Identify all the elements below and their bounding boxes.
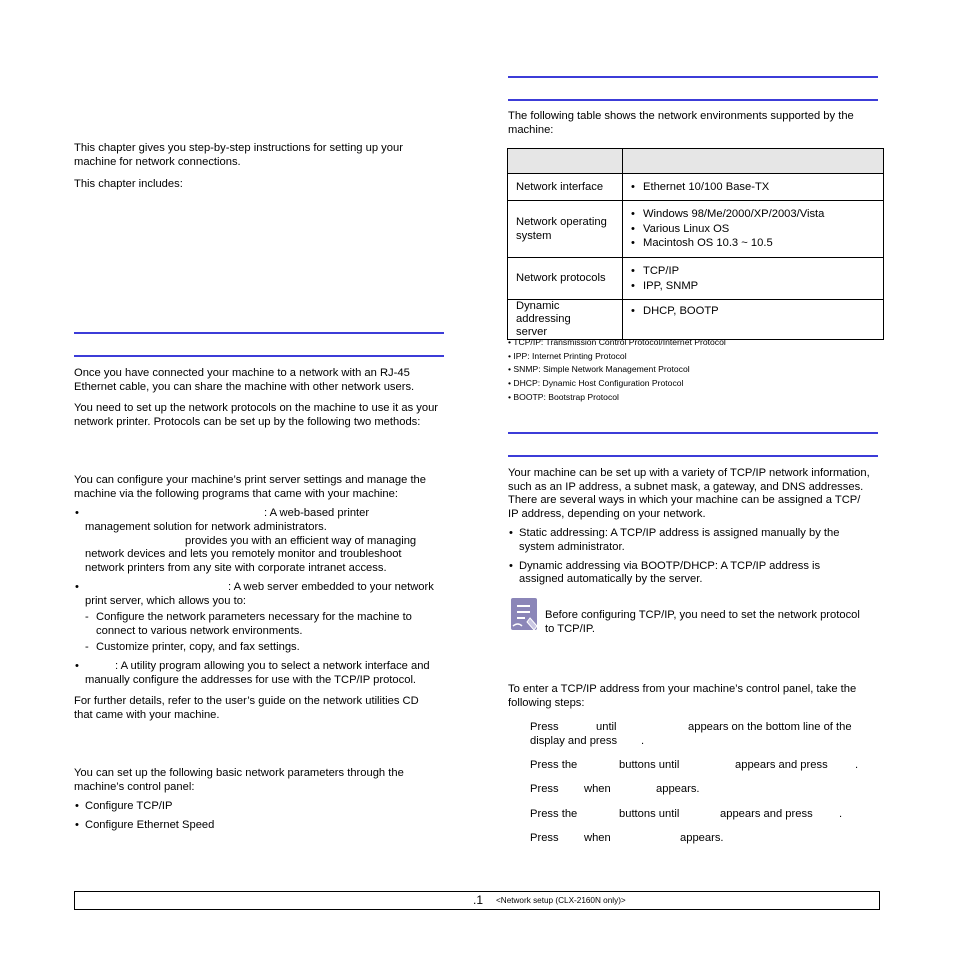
step-text: . [641,735,645,747]
bullet: • [509,560,513,572]
section-rule [74,332,444,334]
table-label-cell [508,174,623,201]
step-text: when [584,783,611,795]
list-item-text: system administrator. [519,541,625,553]
list-item-text: network printers from any site with corporate intranet access. [85,562,387,574]
abbreviation-note: • SNMP: Simple Network Management Protocol [508,364,690,374]
table-value-item: • Ethernet 10/100 Base-TX [631,180,875,194]
step-text: appears and press [720,808,813,820]
bullet: • [75,819,79,831]
list-item-text: Static addressing: A TCP/IP address is assigned manually by the [519,527,840,539]
table-value-item: • DHCP, BOOTP [631,304,875,318]
network-environment-table [507,148,884,340]
section-rule [508,455,878,457]
dash-marker: - [85,611,89,623]
body-text: machine’s control panel: [74,781,195,793]
body-text: For further details, refer to the user’s guide on the network utilities CD [74,695,419,707]
abbreviation-note: • BOOTP: Bootstrap Protocol [508,392,619,402]
list-item-text: Configure Ethernet Speed [85,819,215,831]
step-text: Press [530,783,559,795]
body-text: that came with your machine. [74,709,220,721]
section-rule [508,76,878,78]
body-text: network printer. Protocols can be set up by the following two methods: [74,416,421,428]
intro-paragraph-line: This chapter gives you step-by-step instructions for setting up your [74,142,403,154]
table-value-item: • TCP/IP [631,264,875,278]
table-row [508,201,884,258]
step-text: when [584,832,611,844]
table-label: Network protocols [516,272,606,285]
list-item-text: : A web server embedded to your network [228,581,434,593]
step-text: buttons until [619,759,680,771]
list-item-text: provides you with an efficient way of managing [185,535,417,547]
table-value-item: • Various Linux OS [631,222,875,236]
section-rule [508,99,878,101]
table-header-row [508,149,884,174]
step-text: until [596,721,617,733]
abbreviation-note: • TCP/IP: Transmission Control Protocol/Internet Protocol [508,337,726,347]
sub-item-text: Configure the network parameters necessary for the machine to [96,611,412,623]
body-text: You can configure your machine’s print server settings and manage the [74,474,426,486]
table-label: Network operating [516,215,607,228]
step-text: Press the [530,759,578,771]
table-value-cell [623,300,884,340]
sub-item-text: connect to various network environments. [96,625,303,637]
body-text: following steps: [508,697,585,709]
body-text: Ethernet cable, you can share the machine with other network users. [74,381,415,393]
step-text: . [839,808,843,820]
footer-title: <Network setup (CLX-2160N only)> [496,896,626,905]
table-label-cell [508,201,623,258]
table-label: Network interface [516,180,604,193]
table-value-cell [623,174,884,201]
list-item-text: manually configure the addresses for use with the TCP/IP protocol. [85,674,417,686]
list-item-text: : A web-based printer [264,507,370,519]
abbreviation-note: • IPP: Internet Printing Protocol [508,351,627,361]
table-value-item: • Windows 98/Me/2000/XP/2003/Vista [631,207,875,221]
step-text: buttons until [619,808,680,820]
step-text: appears. [656,783,700,795]
body-text: Once you have connected your machine to a network with an RJ-45 [74,367,410,379]
bullet: • [75,800,79,812]
table-label: server [516,326,548,338]
note-text: Before configuring TCP/IP, you need to set the network protocol [545,609,860,621]
body-text: To enter a TCP/IP address from your machine’s control panel, take the [508,683,857,695]
body-text: such as an IP address, a subnet mask, a gateway, and DNS addresses. [508,481,864,493]
step-text: appears on the bottom line of the [688,721,852,733]
body-text: You need to set up the network protocols on the machine to use it as your [74,402,439,414]
table-value-item: • IPP, SNMP [631,279,875,293]
body-text: There are several ways in which your machine can be assigned a TCP/ [508,494,861,506]
table-row [508,258,884,300]
bullet: • [75,507,79,519]
chapter-includes-label: This chapter includes: [74,178,183,190]
step-text: Press the [530,808,578,820]
body-text: Your machine can be set up with a variety of TCP/IP network information, [508,467,870,479]
table-value-cell [623,258,884,300]
table-row [508,300,884,340]
list-item-text: network devices and lets you remotely monitor and troubleshoot [85,548,402,560]
table-row [508,174,884,201]
table-value-cell [623,201,884,258]
page-number: .1 [473,893,484,907]
step-text: . [855,759,859,771]
list-item-text: assigned automatically by the server. [519,573,703,585]
table-header-cell [508,149,623,174]
body-text: machine via the following programs that came with your machine: [74,488,398,500]
table-label-cell [508,258,623,300]
section-rule [508,432,878,434]
step-text: display and press [530,735,618,747]
body-text: machine: [508,124,554,136]
intro-paragraph-line: machine for network connections. [74,156,241,168]
step-text: Press [530,832,559,844]
table-label: system [516,230,552,242]
note-icon [508,596,540,632]
list-item-text: management solution for network administrators. [85,521,327,533]
bullet: • [75,581,79,593]
page-footer [74,891,880,910]
table-label-cell [508,300,623,340]
step-text: appears and press [735,759,828,771]
bullet: • [509,527,513,539]
bullet: • [75,660,79,672]
list-item-text: : A utility program allowing you to select a network interface and [115,660,430,672]
list-item-text: print server, which allows you to: [85,595,247,607]
table-label: Dynamic addressing [516,300,571,325]
abbreviation-note: • DHCP: Dynamic Host Configuration Protocol [508,378,684,388]
step-text: Press [530,721,559,733]
sub-item-text: Customize printer, copy, and fax settings. [96,641,300,653]
body-text: You can set up the following basic network parameters through the [74,767,404,779]
table-header-cell [623,149,884,174]
dash-marker: - [85,641,89,653]
step-text: appears. [680,832,724,844]
note-text: to TCP/IP. [545,623,595,635]
list-item-text: Configure TCP/IP [85,800,173,812]
body-text: IP address, depending on your network. [508,508,706,520]
table-value-item: • Macintosh OS 10.3 ~ 10.5 [631,236,875,250]
section-rule [74,355,444,357]
list-item-text: Dynamic addressing via BOOTP/DHCP: A TCP/IP address is [519,560,821,572]
body-text: The following table shows the network environments supported by the [508,110,854,122]
